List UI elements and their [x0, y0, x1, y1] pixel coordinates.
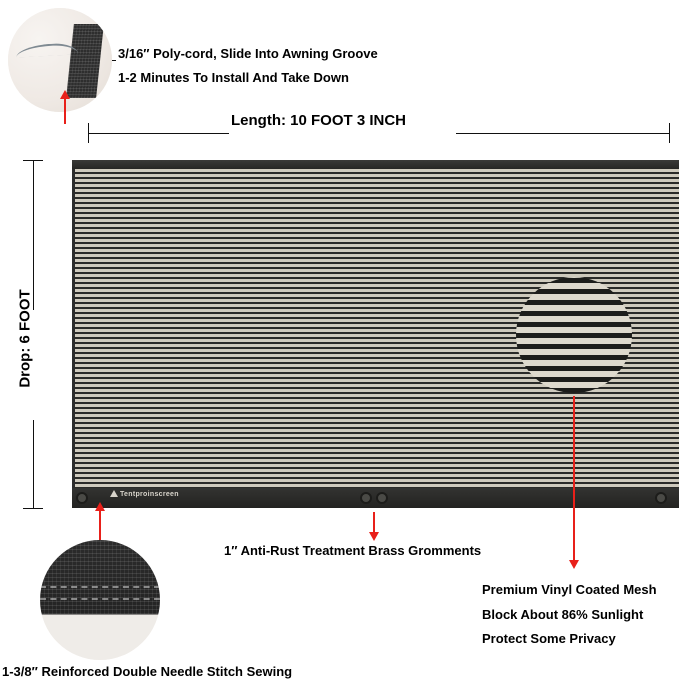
mesh-top-hem: [72, 160, 679, 169]
grommet: [376, 492, 388, 504]
mesh-callout-line3: Protect Some Privacy: [482, 631, 616, 646]
grommet: [360, 492, 372, 504]
polycord-arrow-head: [60, 90, 70, 99]
stitching-detail-inset: [40, 540, 160, 660]
grommet-arrow-shaft: [373, 512, 375, 534]
polycord-callout-line1: 3/16″ Poly-cord, Slide Into Awning Groove: [118, 46, 378, 61]
grommet-callout: 1″ Anti-Rust Treatment Brass Gromments: [224, 543, 482, 558]
stitching-photo: [40, 540, 160, 660]
length-dimension-line-left: [88, 133, 229, 134]
stitch-row: [40, 598, 160, 600]
brand-logo: [110, 490, 179, 498]
grommet-arrow-head: [369, 532, 379, 541]
grommet: [76, 492, 88, 504]
length-dimension-cap-right: [669, 123, 670, 143]
length-dimension-line-right: [456, 133, 669, 134]
length-label: Length: 10 FOOT 3 INCH: [231, 112, 407, 129]
drop-dimension-line-top: [33, 160, 34, 310]
mesh-arrow-shaft: [573, 396, 575, 564]
awning-corner-fabric: [66, 24, 104, 98]
polycord-leader: [112, 60, 116, 61]
triangle-logo-icon: [110, 490, 118, 497]
drop-label: Drop: 6 FOOT: [16, 289, 34, 388]
polycord-arrow-shaft: [64, 98, 66, 124]
length-dimension-cap-left: [88, 123, 89, 143]
brand-label: Tentproinscreen: [120, 491, 179, 498]
grommet: [655, 492, 667, 504]
stitch-row: [40, 586, 160, 588]
mesh-callout-line2: Block About 86% Sunlight: [482, 607, 644, 622]
poly-cord: [16, 42, 79, 57]
stitching-arrow-shaft: [99, 510, 101, 540]
stitching-callout: 1-3/8″ Reinforced Double Needle Stitch Sewing: [2, 664, 293, 679]
drop-dimension-cap-top: [23, 160, 43, 161]
drop-dimension-line-bottom: [33, 420, 34, 508]
drop-dimension-cap-bottom: [23, 508, 43, 509]
stitching-arrow-head: [95, 502, 105, 511]
polycord-callout-line2: 1-2 Minutes To Install And Take Down: [118, 70, 349, 85]
mesh-callout-line1: Premium Vinyl Coated Mesh: [482, 582, 657, 597]
mesh-arrow-head: [569, 560, 579, 569]
mesh-zoom-inset: [516, 277, 632, 393]
